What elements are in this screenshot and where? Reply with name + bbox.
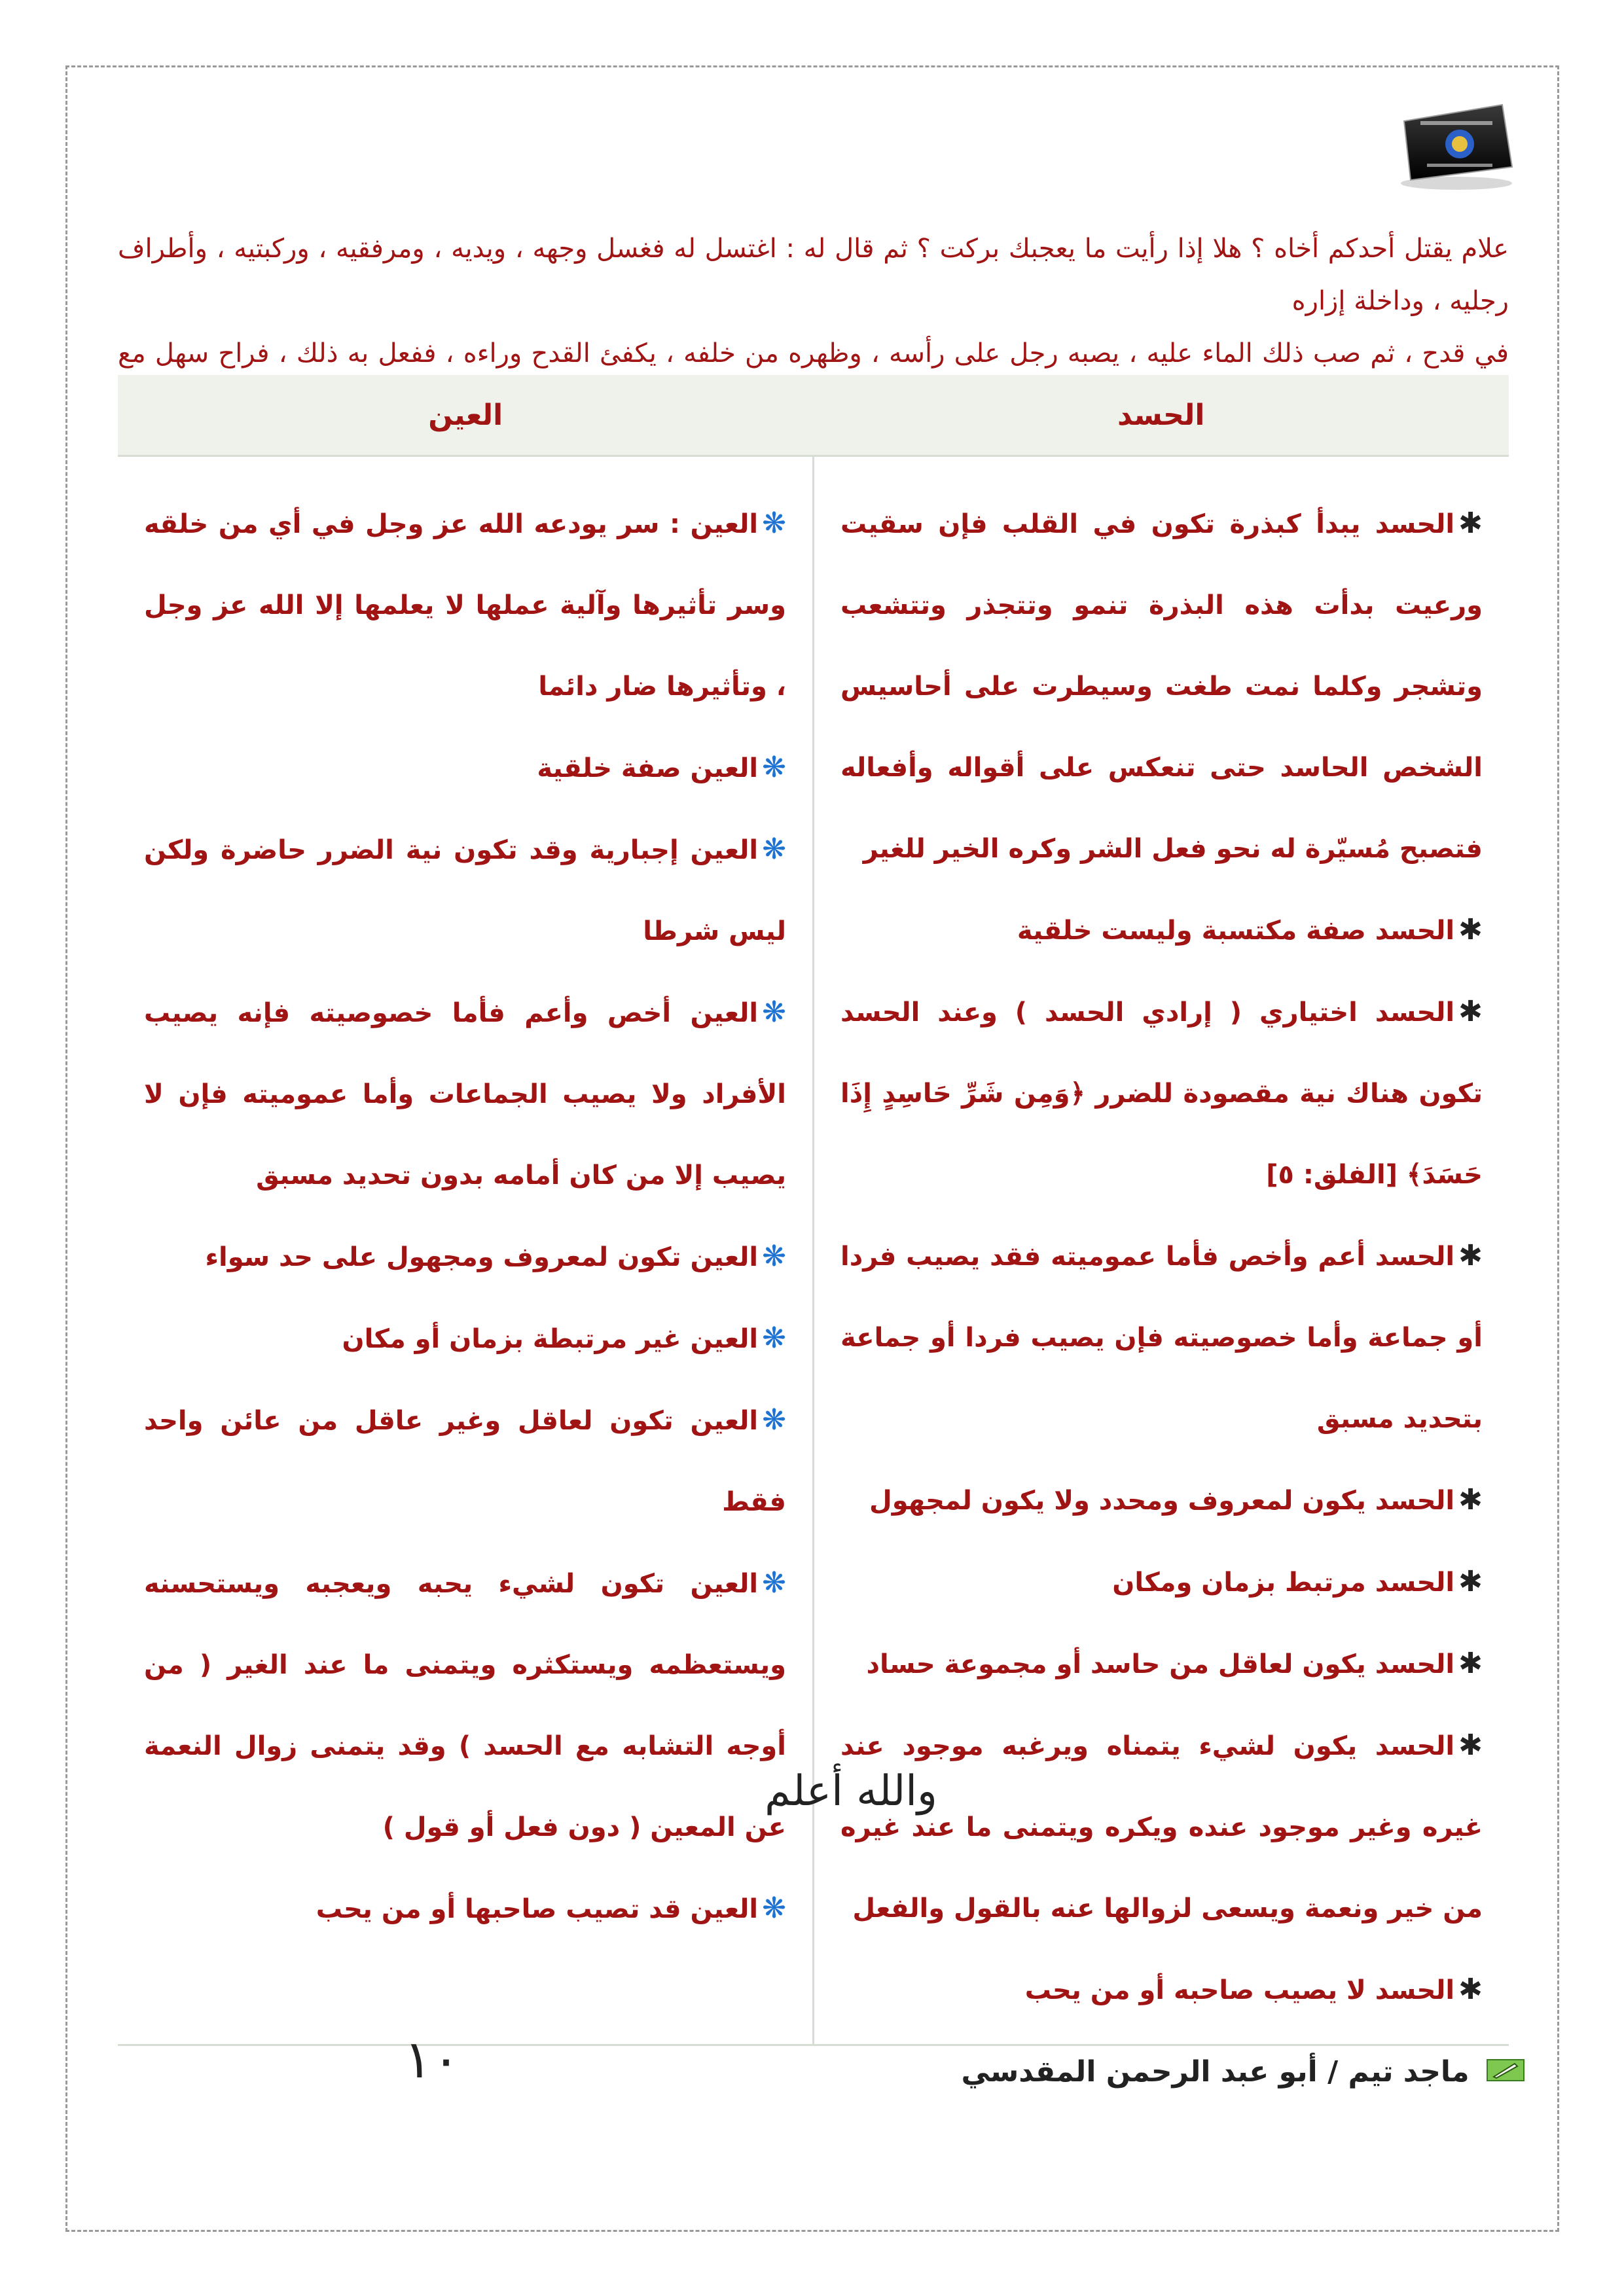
logo: [1391, 101, 1522, 193]
header-hasad: الحسد: [814, 375, 1509, 456]
ayn-item-text: العين تكون لشيء يحبه ويعجبه ويستحسنه ويستعظمه ويستكثره ويتمنى ما عند الغير ( من أوجه التشابه مع الحسد ) وقد يتمنى زوال النعمة عن المعين ( دون فعل أو قول ): [144, 1569, 786, 1842]
hasad-item-text: الحسد يبدأ كبذرة تكون في القلب فإن سقيت ورعيت بدأت هذه البذرة تنمو وتتجذر وتتشعب وتشجر وكلما نمت طغت وسيطرت على أحاسيس الشخص الحاسد حتى تنعكس على أقواله وأفعاله فتصبح مُسيّرة له نحو فعل الشر وكره الخير للغير: [840, 509, 1483, 864]
hasad-item-text: الحسد اختياري ( إرادي الحسد ) وعند الحسد تكون هناك نية مقصودة للضرر ﴿وَمِن شَرِّ حَاسِدٍ إِذَا حَسَدَ﴾ [الفلق: ٥]: [840, 997, 1483, 1190]
ayn-bullet-icon: ❋: [762, 833, 786, 866]
ayn-item-text: العين أخص وأعم فأما خصوصيته فإنه يصيب الأفراد ولا يصيب الجماعات وأما عموميته فإن لا يصيب إلا من كان أمامه بدون تحديد مسبق: [144, 998, 786, 1191]
hasad-item-text: الحسد يكون لمعروف ومحدد ولا يكون لمجهول: [869, 1486, 1455, 1516]
ayn-item: [144, 1298, 786, 1380]
page-number: ١٠: [404, 2029, 460, 2090]
intro-line-2: في قدح ، ثم صب ذلك الماء عليه ، يصبه رجل على رأسه ، وظهره من خلفه ، يكفئ القدح وراءه ، ففعل به ذلك ، فراح سهل مع: [118, 338, 1509, 368]
ayn-item-text: العين تكون لعاقل وغير عاقل من عائن واحد فقط: [144, 1406, 786, 1517]
hasad-item-text: الحسد يكون لعاقل من حاسد أو مجموعة حساد: [866, 1649, 1455, 1679]
hasad-item: [840, 1705, 1483, 1949]
author-credit: [961, 2055, 1525, 2090]
hasad-item: [840, 483, 1483, 889]
hasad-item-text: الحسد أعم وأخص فأما عموميته فقد يصيب فردا أو جماعة وأما خصوصيته فإن يصيب فردا أو جماعة بتحديد مسبق: [840, 1242, 1483, 1434]
ayn-item-text: العين : سر يودعه الله عز وجل في أي من خلقه وسر تأثيرها وآلية عملها لا يعلمها إلا الله عز وجل ، وتأثيرها ضار دائما: [144, 509, 786, 702]
ayn-bullet-icon: ❋: [762, 507, 786, 540]
hasad-item: [840, 1949, 1483, 2031]
ayn-item: [144, 972, 786, 1216]
ayn-bullet-icon: ❋: [762, 1892, 786, 1925]
ayn-item: [144, 1216, 786, 1298]
hasad-item: [840, 971, 1483, 1215]
hasad-item-text: الحسد مرتبط بزمان ومكان: [1112, 1568, 1455, 1598]
hasad-item: [840, 1215, 1483, 1460]
ayn-item: [144, 727, 786, 809]
ayn-item: [144, 809, 786, 972]
pen-icon: [1486, 2057, 1525, 2090]
ayn-item: [144, 1380, 786, 1543]
ayn-item: [144, 1543, 786, 1868]
ayn-item: [144, 483, 786, 727]
hasad-bullet-icon: ✱: [1458, 507, 1483, 540]
ayn-bullet-icon: ❋: [762, 996, 786, 1029]
ayn-item: [144, 1868, 786, 1950]
hasad-bullet-icon: ✱: [1458, 995, 1483, 1028]
hasad-bullet-icon: ✱: [1458, 1565, 1483, 1598]
ayn-item-text: العين صفة خلقية: [537, 753, 759, 783]
hasad-bullet-icon: ✱: [1458, 1729, 1483, 1762]
ayn-bullet-icon: ❋: [762, 1240, 786, 1273]
intro-line-1: علام يقتل أحدكم أخاه ؟ هلا إذا رأيت ما يعجبك بركت ؟ ثم قال له : اغتسل له فغسل وجهه ، ويديه ، ومرفقيه ، وركبتيه ، وأطراف رجليه ، وداخلة إزاره: [118, 234, 1509, 316]
header-ayn: العين: [118, 375, 814, 456]
ayn-bullet-icon: ❋: [762, 751, 786, 784]
ayn-item-text: العين قد تصيب صاحبها أو من يحب: [316, 1894, 759, 1924]
author-name: ماجد تيم / أبو عبد الرحمن المقدسي: [961, 2055, 1470, 2089]
hasad-bullet-icon: ✱: [1458, 1483, 1483, 1516]
hasad-item-text: الحسد يكون لشيء يتمناه ويرغبه موجود عند غيره وغير موجود عنده ويكره ويتمنى ما عند غيره من خير ونعمة ويسعى لزوالها عنه بالقول والفعل: [840, 1731, 1483, 1924]
hasad-bullet-icon: ✱: [1458, 1647, 1483, 1680]
hasad-bullet-icon: ✱: [1458, 913, 1483, 946]
ayn-bullet-icon: ❋: [762, 1566, 786, 1600]
closing-phrase: والله أعلم: [765, 1767, 937, 1816]
ayn-item-text: العين غير مرتبطة بزمان أو مكان: [342, 1324, 759, 1354]
hasad-bullet-icon: ✱: [1458, 1973, 1483, 2006]
hasad-item: [840, 1541, 1483, 1623]
ayn-item-text: العين تكون لمعروف ومجهول على حد سواء: [205, 1242, 759, 1272]
hasad-item: [840, 1623, 1483, 1705]
ayn-bullet-icon: ❋: [762, 1321, 786, 1355]
ayn-bullet-icon: ❋: [762, 1403, 786, 1437]
hasad-item-text: الحسد صفة مكتسبة وليست خلقية: [1017, 916, 1455, 946]
hasad-item-text: الحسد لا يصيب صاحبه أو من يحب: [1024, 1975, 1455, 2005]
hasad-item: [840, 1460, 1483, 1541]
ayn-item-text: العين إجبارية وقد تكون نية الضرر حاضرة ولكن ليس شرطا: [144, 835, 786, 946]
hasad-item: [840, 889, 1483, 971]
hasad-bullet-icon: ✱: [1458, 1239, 1483, 1272]
